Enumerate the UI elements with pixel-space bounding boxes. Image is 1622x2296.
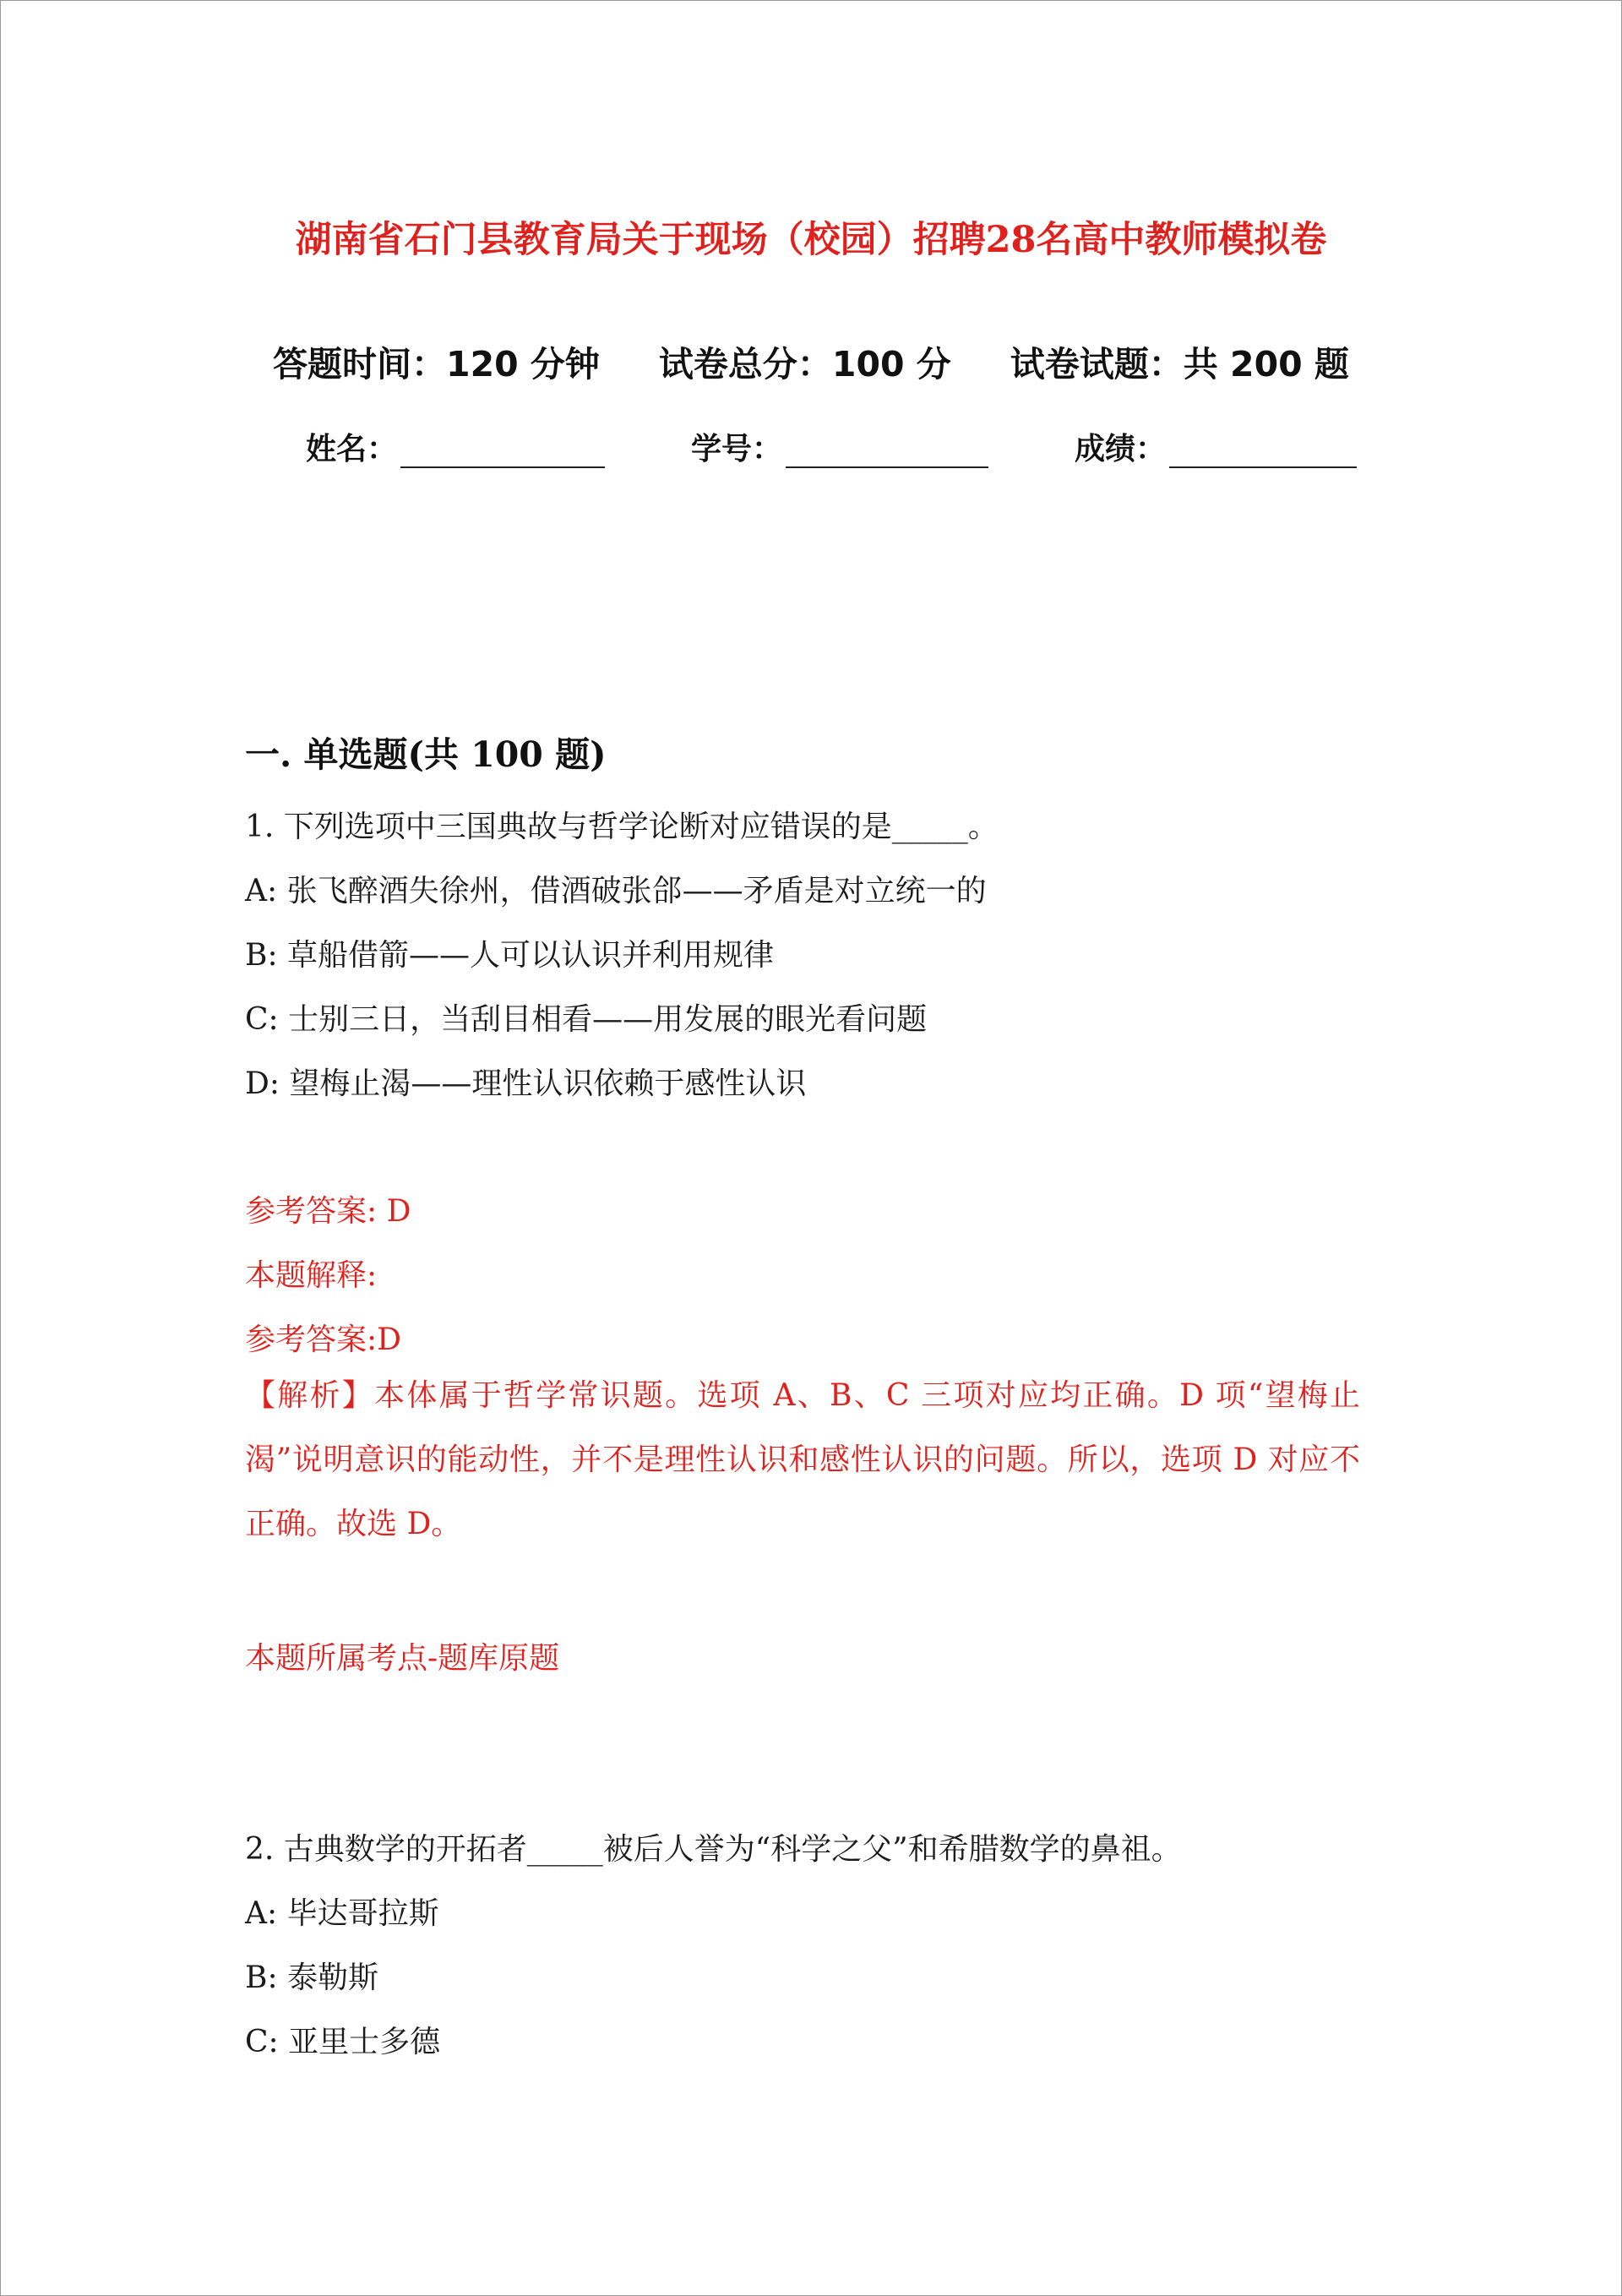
question-1-answer: 参考答案: D	[245, 1194, 411, 1229]
question-1-option-a: A: 张飞醉酒失徐州，借酒破张郃——矛盾是对立统一的	[245, 874, 987, 908]
question-1-option-d: D: 望梅止渴——理性认识依赖于感性认识	[245, 1066, 807, 1101]
exam-total-score: 试卷总分：100 分	[658, 344, 951, 384]
score-field[interactable]	[1075, 425, 1357, 468]
score-label: 成绩：	[1075, 432, 1167, 466]
question-1-explain-label: 本题解释:	[245, 1258, 378, 1293]
exam-title: 湖南省石门县教育局关于现场（校园）招聘28名高中教师模拟卷	[295, 219, 1327, 261]
question-1-option-c: C: 士别三日，当刮目相看——用发展的眼光看问题	[245, 1002, 928, 1037]
exam-time: 答题时间：120 分钟	[273, 344, 600, 384]
name-blank[interactable]	[400, 434, 605, 468]
section-heading: 一. 单选题(共 100 题)	[245, 734, 607, 775]
name-label: 姓名：	[306, 432, 398, 466]
question-1-source: 本题所属考点-题库原题	[245, 1641, 560, 1676]
question-1-answer-repeat: 参考答案:D	[245, 1323, 401, 1357]
question-2-option-c: C: 亚里士多德	[245, 2025, 441, 2059]
question-1-stem: 1. 下列选项中三国典故与哲学论断对应错误的是_____。	[245, 810, 999, 844]
question-1-option-b: B: 草船借箭——人可以认识并利用规律	[245, 938, 775, 973]
student-id-blank[interactable]	[786, 434, 988, 468]
score-blank[interactable]	[1169, 434, 1357, 468]
question-1-analysis: 【解析】本体属于哲学常识题。选项 A、B、C 三项对应均正确。D 项“望梅止渴”说明意识的能动性，并不是理性认识和感性认识的问题。所以，选项 D 对应不正确。故选 D。	[245, 1378, 1360, 1541]
question-2-stem: 2. 古典数学的开拓者_____被后人誉为“科学之父”和希腊数学的鼻祖。	[245, 1832, 1182, 1867]
exam-meta	[0, 336, 1622, 386]
name-field[interactable]	[306, 425, 605, 468]
exam-question-count: 试卷试题：共 200 题	[1010, 344, 1349, 384]
question-2-option-b: B: 泰勒斯	[245, 1961, 379, 1995]
question-2-option-a: A: 毕达哥拉斯	[245, 1896, 439, 1931]
student-id-field[interactable]	[691, 425, 988, 468]
student-id-label: 学号：	[691, 432, 783, 466]
